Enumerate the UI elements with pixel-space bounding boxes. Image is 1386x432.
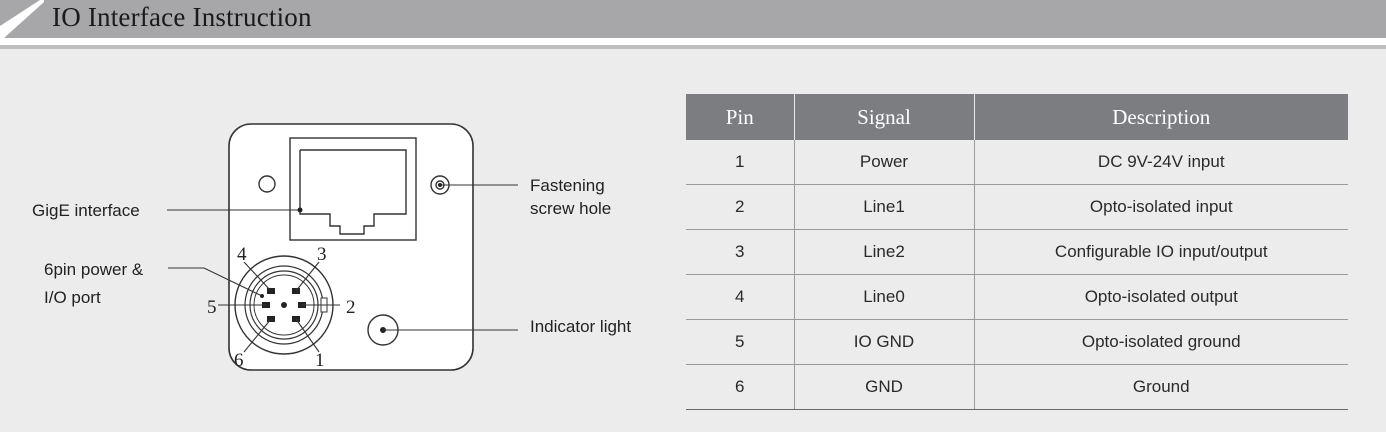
table-row: [686, 230, 1348, 275]
pin-number-1: 1: [315, 350, 325, 371]
cell-signal: Power: [794, 140, 974, 185]
cell-signal: Line1: [794, 185, 974, 230]
label-fastening-line2: screw hole: [530, 199, 612, 218]
camera-back-diagram: [0, 0, 680, 432]
section-title: IO Interface Instruction: [52, 2, 312, 32]
cell-signal: Line0: [794, 275, 974, 320]
cell-pin: 1: [686, 140, 794, 185]
cell-signal: GND: [794, 365, 974, 410]
column-header-pin: Pin: [686, 94, 794, 140]
cell-pin: 6: [686, 365, 794, 410]
table-row: [686, 275, 1348, 320]
table-row: [686, 365, 1348, 410]
cell-description: Ground: [974, 365, 1348, 410]
cell-pin: 3: [686, 230, 794, 275]
cell-signal: Line2: [794, 230, 974, 275]
column-header-signal: Signal: [794, 94, 974, 140]
pin-number-3: 3: [317, 244, 327, 265]
cell-pin: 5: [686, 320, 794, 365]
label-power-port-line1: 6pin power &: [44, 260, 144, 279]
pin-number-5: 5: [207, 297, 217, 318]
table-row: [686, 140, 1348, 185]
cell-description: Configurable IO input/output: [974, 230, 1348, 275]
cell-description: DC 9V-24V input: [974, 140, 1348, 185]
cell-signal: IO GND: [794, 320, 974, 365]
pin-number-2: 2: [346, 297, 356, 318]
pin-number-4: 4: [237, 244, 247, 265]
cell-pin: 4: [686, 275, 794, 320]
cell-description: Opto-isolated input: [974, 185, 1348, 230]
label-power-port-line2: I/O port: [44, 288, 101, 307]
cell-description: Opto-isolated output: [974, 275, 1348, 320]
pin-number-6: 6: [234, 350, 244, 371]
column-header-description: Description: [974, 94, 1348, 140]
table-header-row: [686, 94, 1348, 140]
table-row: [686, 320, 1348, 365]
label-gige-interface: GigE interface: [32, 201, 140, 220]
table-row: [686, 185, 1348, 230]
label-fastening-line1: Fastening: [530, 176, 605, 195]
small-hole: [259, 176, 275, 192]
cell-description: Opto-isolated ground: [974, 320, 1348, 365]
cell-pin: 2: [686, 185, 794, 230]
pin-definition-table: [686, 94, 1348, 410]
label-indicator-light: Indicator light: [530, 317, 632, 336]
